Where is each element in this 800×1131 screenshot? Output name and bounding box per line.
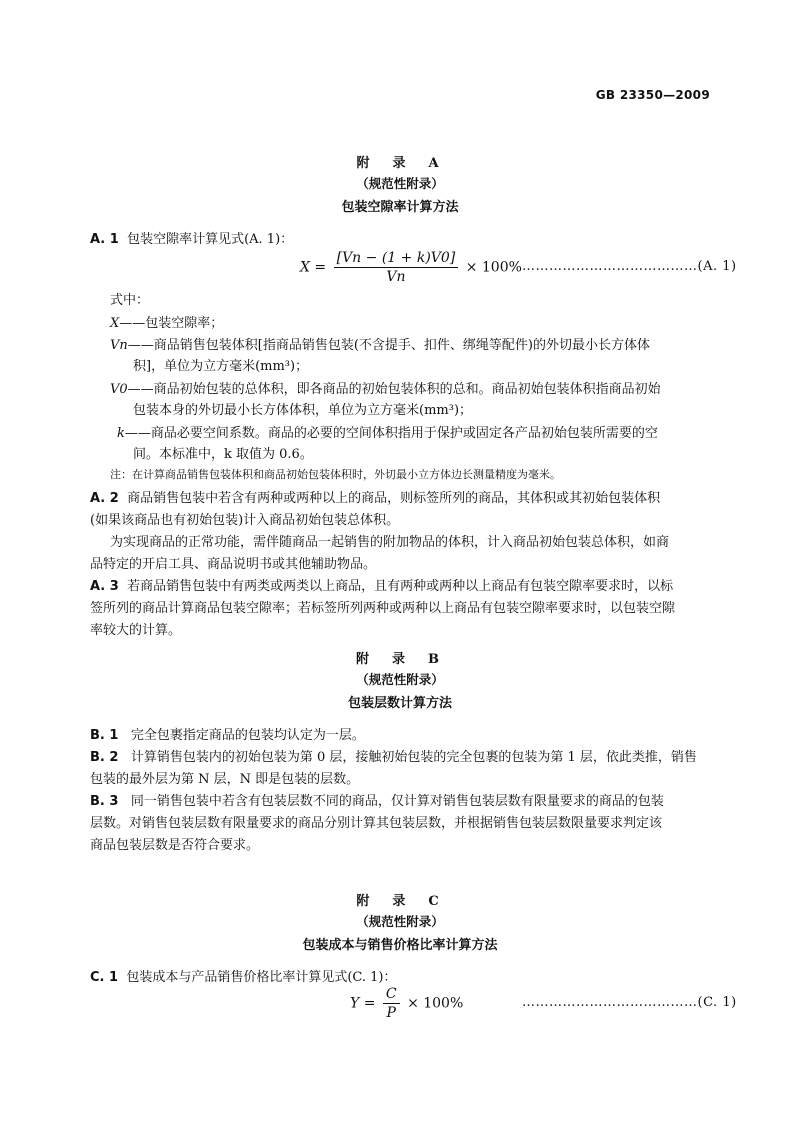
appendix-b-type: （规范性附录） [356,672,444,687]
clause-c1 [90,966,397,985]
clause-a1 [90,228,293,247]
clause-text: 若商品销售包装中有两类或两类以上商品，且有两种或两种以上商品有包装空隙率要求时，以标 [127,579,674,594]
def-vn-text: ——商品销售包装体积[指商品销售包装(不含提手、扣件、绑绳等配件)的外切最小长方体体 [127,338,650,353]
def-k-symbol: k [117,426,125,441]
appendix-c-name: 包装成本与销售价格比率计算方法 [302,938,498,953]
formula-lhs: Y = [350,995,376,1012]
clause-b1 [90,724,365,743]
def-k [117,422,658,441]
appendix-c-title: 附 录 C [356,894,444,909]
formula-a1-ref: …………………………………(A. 1) [522,259,737,274]
def-v0-symbol: V0 [110,382,128,397]
appendix-b-name: 包装层数计算方法 [347,696,452,711]
appendix-a-type: （规范性附录） [356,176,444,191]
clause-a2-para2: 为实现商品的正常功能，需伴随商品一起销售的附加物品的体积，计入商品初始包装总体积，如商 [110,535,670,550]
clause-a3 [90,575,673,594]
document-number: GB 23350—2009 [595,88,710,102]
formula-lhs: X = [300,259,327,276]
clause-b2 [90,746,697,765]
clause-text: 包装空隙率计算见式(A. 1)： [127,232,294,247]
clause-number: A. 1 [90,232,119,247]
clause-b3-cont2: 商品包装层数是否符合要求。 [90,838,260,853]
def-vn-cont: 积]，单位为立方毫米(mm³)； [133,359,309,374]
clause-b3 [90,790,664,809]
formula-fraction [334,250,459,285]
appendix-c-type: （规范性附录） [356,914,444,929]
formula-c1 [350,986,463,1021]
note: 注：在计算商品销售包装体积和商品初始包装体积时，外切最小立方体边长测量精度为毫米。 [110,468,561,481]
clause-text: 计算销售包装内的初始包装为第 0 层，接触初始包装的完全包裹的包装为第 1 层，依此类推，销售 [130,750,697,765]
clause-a2-cont: (如果该商品也有初始包装)计入商品初始包装总体积。 [90,513,400,528]
formula-rhs: × 100% [407,995,464,1012]
def-x [110,312,223,331]
def-k-text: ——商品必要空间系数。商品的必要的空间体积指用于保护或固定各产品初始包装所需要的空 [124,426,658,441]
clause-number: A. 3 [90,579,119,594]
clause-text: 包装成本与产品销售价格比率计算见式(C. 1)： [126,970,397,985]
def-vn-symbol: Vn [110,338,128,353]
formula-denominator: P [386,1005,396,1021]
clause-text: 完全包裹指定商品的包装均认定为一层。 [130,728,365,743]
appendix-b-title: 附 录 B [356,652,444,667]
clause-b2-cont: 包装的最外层为第 N 层，N 即是包装的层数。 [90,772,360,787]
def-x-text: ——包装空隙率； [119,316,224,331]
appendix-a-title: 附 录 A [356,156,444,171]
def-vn [110,334,650,353]
clause-a2-para2-cont: 品特定的开启工具、商品说明书或其他辅助物品。 [90,557,377,572]
appendix-a-name: 包装空隙率计算方法 [341,200,459,215]
def-v0-text: ——商品初始包装的总体积，即各商品的初始包装体积的总和。商品初始包装体积指商品初始 [127,382,661,397]
formula-c1-ref: …………………………………(C. 1) [522,995,737,1010]
clause-number: B. 3 [90,794,119,809]
def-x-symbol: X [110,316,120,331]
def-v0 [110,378,661,397]
clause-text: 商品销售包装中若含有两种或两种以上的商品，则标签所列的商品，其体积或其初始包装体积 [127,491,661,506]
formula-denominator: Vn [386,269,406,285]
clause-number: C. 1 [90,970,119,985]
formula-a1 [300,250,522,285]
clause-text: 同一销售包装中若含有包装层数不同的商品，仅计算对销售包装层数有限量要求的商品的包装 [130,794,664,809]
clause-number: A. 2 [90,491,119,506]
clause-number: B. 1 [90,728,119,743]
formula-numerator: [Vn − (1 + k)V0] [334,250,459,268]
clause-a3-cont2: 率较大的计算。 [90,623,182,638]
clause-a3-cont1: 签所列的商品计算商品包装空隙率；若标签所列两种或两种以上商品有包装空隙率要求时，以包装空隙 [90,601,676,616]
formula-numerator: C [383,986,400,1004]
def-v0-cont: 包装本身的外切最小长方体体积，单位为立方毫米(mm³)； [133,403,473,418]
clause-a2 [90,487,660,506]
def-k-cont: 间。本标准中，k 取值为 0.6。 [133,447,313,462]
formula-fraction [383,986,400,1021]
where-label: 式中： [110,293,150,308]
formula-rhs: × 100% [465,259,522,276]
clause-b3-cont1: 层数。对销售包装层数有限量要求的商品分别计算其包装层数，并根据销售包装层数限量要求判定该 [90,816,663,831]
clause-number: B. 2 [90,750,119,765]
